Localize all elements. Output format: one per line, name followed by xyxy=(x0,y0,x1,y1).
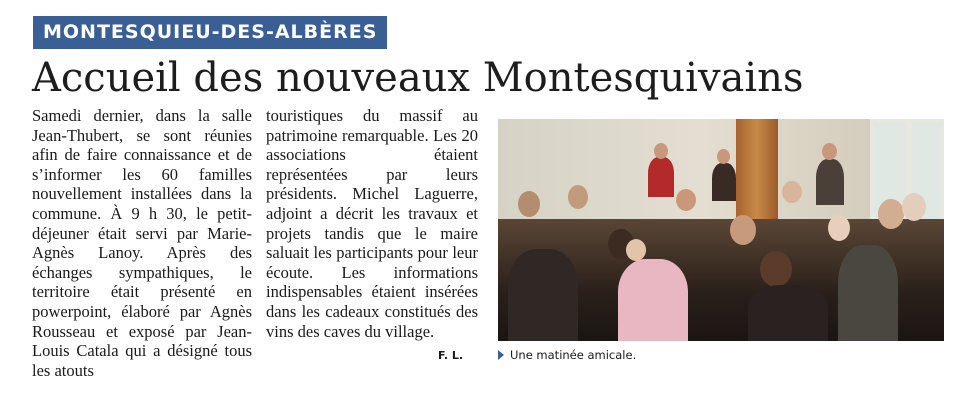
photo-figure xyxy=(654,143,668,159)
photo-figure xyxy=(782,181,802,203)
author-byline: F. L. xyxy=(438,349,464,362)
photo-figure xyxy=(648,157,674,197)
photo-figure xyxy=(760,251,792,287)
article-headline: Accueil des nouveaux Montesquivains xyxy=(32,55,804,101)
photo-figure xyxy=(822,143,837,160)
caption-marker-icon xyxy=(498,350,504,360)
article-body-column-1: Samedi dernier, dans la salle Jean-Thubert, se sont réunies afin de faire connaissance et de s’informer les 60 familles nouvellement installées dans la commune. À 9 h 30, le petit-déjeuner était servi par Marie-Agnès Lanoy. Après des échanges sympathiques, le territoire était présenté en powerpoint, élaboré par Agnès Rousseau et exposé par Jean-Louis Catala qui a désigné tous les atouts xyxy=(32,106,252,380)
photo-figure xyxy=(902,193,926,221)
photo-figure xyxy=(730,215,756,245)
photo-figure xyxy=(828,215,850,241)
photo-figure xyxy=(816,159,844,205)
photo-caption-text: Une matinée amicale. xyxy=(510,348,637,362)
section-kicker: MONTESQUIEU-DES-ALBÈRES xyxy=(33,16,387,49)
photo-figure xyxy=(618,259,688,341)
photo-figure xyxy=(518,191,540,217)
photo-figure xyxy=(676,189,696,211)
photo-figure xyxy=(568,185,588,209)
photo-figure xyxy=(712,163,736,201)
photo-figure xyxy=(748,285,828,341)
photo-figure xyxy=(717,149,730,164)
article-body-column-2: touristiques du massif au patrimoine remarquable. Les 20 associations étaient représentées par leurs présidents. Michel Laguerre, adjoint a décrit les travaux et projets tandis que le maire saluait les participants pour leur écoute. Les informations indispensables étaient insérées dans les cadeaux constitués des vins des caves du village. xyxy=(266,106,478,341)
photo-figure xyxy=(878,199,904,229)
photo-figure xyxy=(508,249,578,341)
photo-figure xyxy=(626,239,646,261)
article-photo xyxy=(498,119,944,341)
photo-figure xyxy=(838,245,898,341)
photo-caption xyxy=(498,348,636,362)
